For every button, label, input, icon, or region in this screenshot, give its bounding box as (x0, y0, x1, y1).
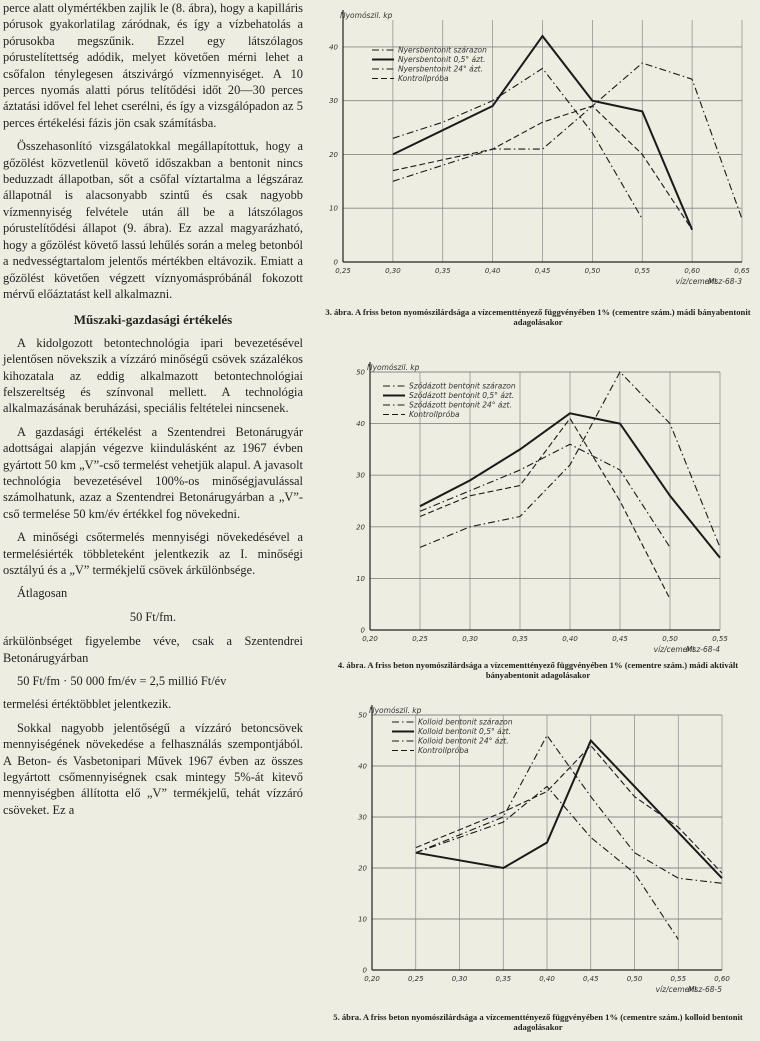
x-tick-label: 0,50 (626, 975, 643, 983)
x-tick-label: 0,55 (712, 635, 728, 643)
x-tick-label: 0,30 (462, 635, 478, 643)
y-tick-label: 40 (358, 762, 367, 771)
legend-label: Kolloid bentonit 0,5° ázt. (418, 727, 511, 736)
section-heading: Műszaki-gazdasági értékelés (73, 312, 233, 328)
x-axis-label: víz/cement (653, 645, 695, 654)
legend-label: Kolloid bentonit 24° ázt. (418, 736, 509, 746)
x-tick-label: 0,45 (582, 975, 599, 983)
paragraph: A minőségi csőtermelés mennyiségi növekedésével a termelésiérték többleteként jelentkezik az I. minőségi osztályú és a „V” termékjelű csövek árkülönbsége. (3, 530, 303, 577)
paragraph: termelési értéktöbblet jelentkezik. (3, 697, 172, 712)
x-tick-label: 0,35 (495, 975, 512, 983)
figure-mark: Msz-68-4 (685, 645, 720, 654)
y-tick-label: 10 (356, 574, 365, 583)
figure-mark: Msz-68-5 (687, 985, 722, 994)
series-line (420, 444, 670, 547)
figure-caption: 3. ábra. A friss beton nyomószilárdsága a vízcementtényező függvényében 1% (cementre szám.) mádi bányabentonit adagolásakor (325, 307, 751, 327)
legend-label: Nyersbentonit 24° ázt. (398, 64, 484, 74)
paragraph: A kidolgozott betontechnológia ipari bevezetésével jelentősen növekszik a vízzáró minőségű csövek százalékos kihozatala az eddig alkalmazott betontechnológiai felszereltség és színvonal mellett. A technológia alkalmazásának beruházási, speciális feltételei nincsenek. (3, 335, 303, 416)
paragraph: Sokkal nagyobb jelentőségű a vízzáró betoncsövek mennyiségének növekedése a felhasználás szempontjából. A Beton- és Vasbetonipari Művek 1967 évben az összes legyártott csőmennyiségnek csak mintegy 5%-át kitevő mennyiségben állította elő „V” termékjelű, tehát vízzáró csöveket. Ez a (3, 720, 303, 817)
x-tick-label: 0,40 (562, 635, 578, 643)
paragraph: A gazdasági értékelést a Szentendrei Betonárugyár adottságai alapján végezve kiindulásként az 1967 évben gyártott 50 km „V”-cső termelést vehetjük alapul. A javasolt technológia bevezetésével 100%-os minőségjavulással számolhatunk, azaz a Szentendrei Betonárugyárban a „V”-cső termelése 50 km/év értékkel fog növekedni. (3, 424, 303, 521)
paragraph: Összehasonlító vizsgálatokkal megállapítottuk, hogy a gőzölést közvetlenül követő időszakban a bentonit nincs beduzzadt állapotban, sőt a csőfal víztartalma a légszáraz állapotnál is alacsonyabb szintű és csak nagyobb vízmennyiség felvétele után áll be a látszólagos pórustelítődési állapot (9. ábra). Ez azzal magyarázható, hogy a gőzölést követő lassú lehűlés során a meleg betonból a nedvességtartalom jelentős mértékben eltávozik. Emiatt a gőzölést követően végzett víznyomáspróbánál fokozott mérvű előáztatást kell alkalmazni. (3, 139, 303, 301)
series-line (393, 63, 742, 219)
figure-caption: 5. ábra. A friss beton nyomószilárdsága a vízcementtényező függvényében 1% (cementre szám.) kolloid bentonit adagolásakor (333, 1012, 743, 1032)
x-tick-label: 0,40 (484, 267, 501, 275)
y-tick-label: 30 (356, 471, 365, 480)
paragraph: árkülönbséget figyelembe véve, csak a Szentendrei Betonárugyárban (3, 634, 303, 665)
legend-label: Kontrollpróba (398, 74, 449, 83)
series-line (416, 741, 722, 879)
y-tick-label: 20 (358, 864, 367, 873)
y-axis-label: Nyomószil. kp (369, 706, 422, 715)
paragraph: perce alatt olymértékben zajlik le (8. ábra), hogy a kapilláris pórusok gyakorlatilag záródnak, és így a vízbehatolás a pórusokba megszűnik. Ezzel egy látszólagos pórustelítettség adódik, melyet követően mérni lehet a csőfalon ténylegesen átszivárgó vízmennyiséget. A 10 perces nyomás alatti pórus telítődési időt 20—30 perces áztatási idővel fel lehet cserélni, és így a vizsgálópadon az 5 perces értékelési fázis jön csak számításba. (3, 1, 303, 130)
y-tick-label: 50 (356, 368, 365, 377)
legend-label: Szódázott bentonit szárazon (409, 381, 516, 391)
series-line (420, 418, 670, 599)
x-tick-label: 0,25 (335, 267, 351, 275)
x-tick-label: 0,30 (451, 975, 468, 983)
legend-label: Szódázott bentonit 24° ázt. (409, 400, 512, 410)
x-axis-label: víz/cement (675, 277, 717, 286)
x-tick-label: 0,30 (385, 267, 401, 275)
y-tick-label: 30 (329, 97, 338, 106)
series-line (416, 746, 722, 874)
y-axis-label: Nyomószil. kp (340, 11, 393, 20)
x-tick-label: 0,55 (670, 975, 687, 983)
x-tick-label: 0,55 (634, 267, 651, 275)
y-tick-label: 0 (362, 966, 367, 975)
y-tick-label: 0 (333, 258, 338, 267)
x-tick-label: 0,20 (362, 635, 378, 643)
y-tick-label: 10 (358, 915, 367, 924)
y-tick-label: 10 (329, 204, 338, 213)
legend-label: Nyersbentonit szárazon (398, 45, 487, 55)
y-tick-label: 20 (356, 523, 365, 532)
y-tick-label: 40 (356, 420, 365, 429)
y-tick-label: 20 (329, 150, 338, 159)
x-tick-label: 0,50 (584, 267, 601, 275)
x-axis-label: víz/cement (655, 985, 697, 994)
paragraph: Átlagosan (17, 586, 68, 601)
x-tick-label: 0,25 (407, 975, 424, 983)
y-tick-label: 50 (358, 711, 367, 720)
series-line (393, 68, 642, 219)
x-tick-label: 0,45 (534, 267, 551, 275)
figure-caption: 4. ábra. A friss beton nyomószilárdsága a vízcementtényező függvényében 1% (cementre szám.) mádi aktivált bányabentonit adagolásakor (337, 660, 739, 680)
legend-label: Nyersbentonit 0,5° ázt. (398, 55, 486, 64)
x-tick-label: 0,50 (662, 635, 678, 643)
x-tick-label: 0,35 (434, 267, 451, 275)
x-tick-label: 0,60 (714, 975, 730, 983)
equation: 50 Ft/fm · 50 000 fm/év = 2,5 millió Ft/év (17, 674, 227, 689)
x-tick-label: 0,25 (412, 635, 428, 643)
legend-label: Kontrollpróba (418, 746, 469, 755)
x-tick-label: 0,20 (364, 975, 380, 983)
y-axis-label: Nyomószil. kp (367, 363, 420, 372)
x-tick-label: 0,65 (734, 267, 750, 275)
x-tick-label: 0,60 (684, 267, 700, 275)
legend-label: Kolloid bentonit szárazon (418, 717, 513, 727)
y-tick-label: 40 (329, 43, 338, 52)
legend-label: Kontrollpróba (409, 410, 460, 419)
y-tick-label: 0 (360, 626, 365, 635)
x-tick-label: 0,40 (539, 975, 555, 983)
y-tick-label: 30 (358, 813, 367, 822)
legend-label: Szódázott bentonit 0,5° ázt. (409, 391, 515, 400)
figure-mark: Msz-68-3 (707, 277, 742, 286)
paragraph: 50 Ft/fm. (129, 609, 177, 624)
x-tick-label: 0,45 (612, 635, 628, 643)
x-tick-label: 0,35 (512, 635, 528, 643)
